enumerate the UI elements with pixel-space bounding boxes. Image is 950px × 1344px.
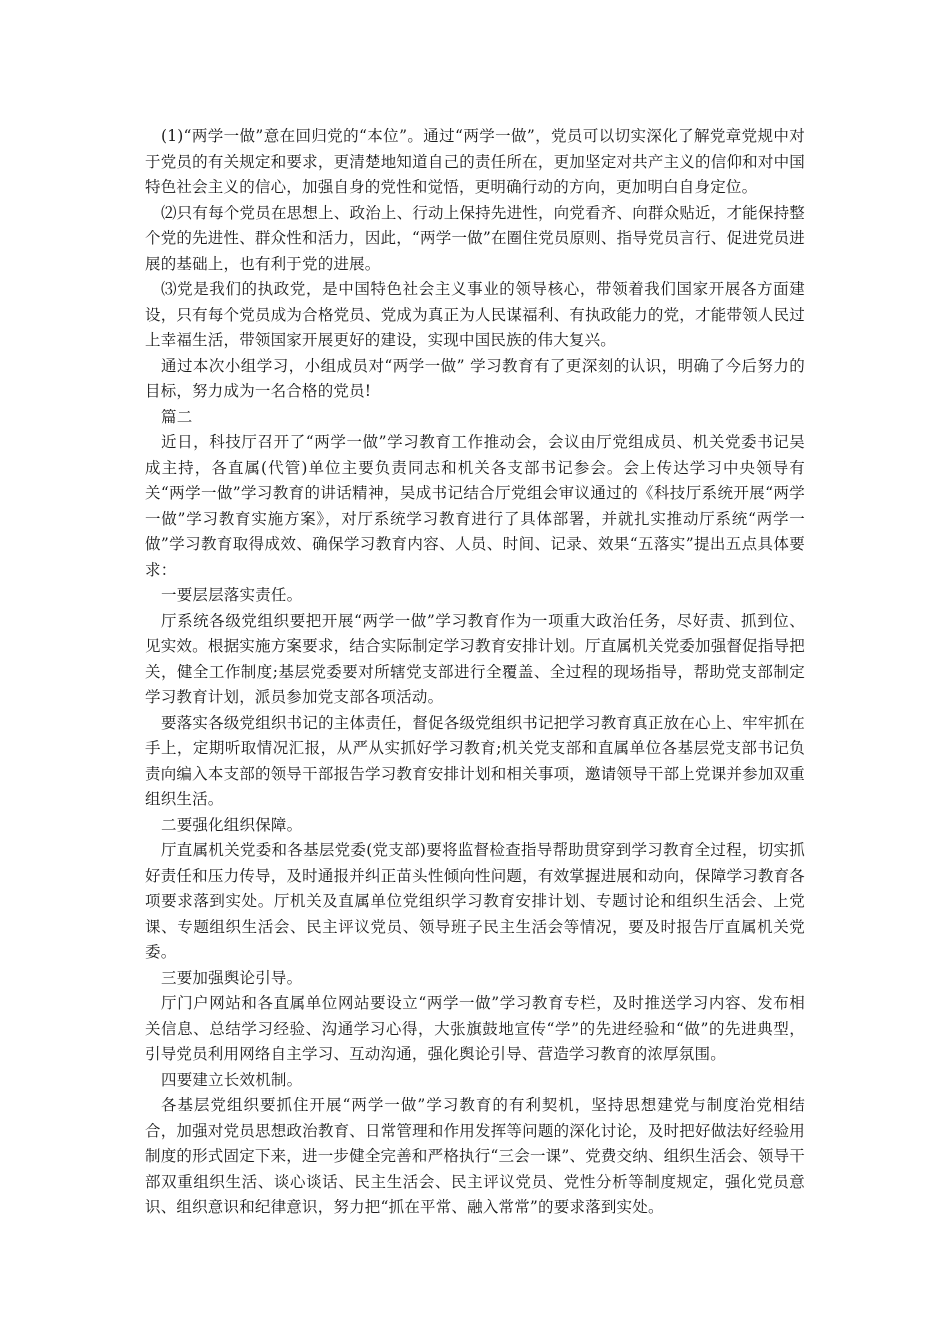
- requirement-heading-4: 四要建立长效机制。: [161, 1070, 303, 1089]
- paragraph-1: (1)“两学一做”意在回归党的“本位”。通过“两学一做”，党员可以切实深化了解党章党规中对于党员的有关规定和要求，更清楚地知道自己的责任所在，更加坚定对共产主义的信仰和对中国特色社会主义的信心，加强自身的党性和觉悟，更明确行动的方向，更加明白自身定位。: [145, 127, 805, 196]
- requirement-3-paragraph: 厅门户网站和各直属单位网站要设立“两学一做”学习教育专栏，及时推送学习内容、发布相关信息、总结学习经验、沟通学习心得，大张旗鼓地宣传“学”的先进经验和“做”的先进典型，引导党员利用网络自主学习、互动沟通，强化舆论引导、营造学习教育的浓厚氛围。: [145, 994, 805, 1063]
- paragraph-summary: 通过本次小组学习，小组成员对“两学一做” 学习教育有了更深刻的认识，明确了今后努力的目标，努力成为一名合格的党员!: [145, 356, 805, 400]
- requirement-1-paragraph-b: 要落实各级党组织书记的主体责任，督促各级党组织书记把学习教育真正放在心上、牢牢抓在手上，定期听取情况汇报，从严从实抓好学习教育;机关党支部和直属单位各基层党支部书记负责向编入本支部的领导干部报告学习教育安排计划和相关事项，邀请领导干部上党课并参加双重组织生活。: [145, 713, 805, 808]
- document-body: [145, 124, 805, 1221]
- requirement-2-paragraph: 厅直属机关党委和各基层党委(党支部)要将监督检查指导帮助贯穿到学习教育全过程，切实抓好责任和压力传导，及时通报并纠正苗头性倾向性问题，有效掌握进展和动向，保障学习教育各项要求落到实处。厅机关及直属单位党组织学习教育安排计划、专题讨论和组织生活会、上党课、专题组织生活会、民主评议党员、领导班子民主生活会等情况，要及时报告厅直属机关党委。: [145, 841, 805, 961]
- requirement-1-paragraph-a: 厅系统各级党组织要把开展“两学一做”学习教育作为一项重大政治任务，尽好责、抓到位、见实效。根据实施方案要求，结合实际制定学习教育安排计划。厅直属机关党委加强督促指导把关，健全工作制度;基层党委要对所辖党支部进行全覆盖、全过程的现场指导，帮助党支部制定学习教育计划，派员参加党支部各项活动。: [145, 611, 805, 706]
- paragraph-3: ⑶党是我们的执政党，是中国特色社会主义事业的领导核心，带领着我们国家开展各方面建设，只有每个党员成为合格党员、党成为真正为人民谋福利、有执政能力的党，才能带领人民过上幸福生活，带领国家开展更好的建设，实现中国民族的伟大复兴。: [145, 280, 805, 349]
- paragraph-2: ⑵只有每个党员在思想上、政治上、行动上保持先进性，向党看齐、向群众贴近，才能保持整个党的先进性、群众性和活力，因此，“两学一做”在圈住党员原则、指导党员言行、促进党员进展的基础上，也有利于党的进展。: [145, 203, 805, 273]
- requirement-heading-1: 一要层层落实责任。: [161, 586, 303, 604]
- requirement-heading-2: 二要强化组织保障。: [161, 815, 303, 834]
- requirement-4-paragraph: 各基层党组织要抓住开展“两学一做”学习教育的有利契机，坚持思想建党与制度治党相结合，加强对党员思想政治教育、日常管理和作用发挥等问题的深化讨论，及时把好做法好经验用制度的形式固定下来，进一步健全完善和严格执行“三会一课”、党费交纳、组织生活会、领导干部双重组织生活、谈心谈话、民主生活会、民主评议党员、党性分析等制度规定，强化党员意识、组织意识和纪律意识，努力把“抓在平常、融入常常”的要求落到实处。: [145, 1096, 805, 1216]
- paragraph-meeting-intro: 近日，科技厅召开了“两学一做”学习教育工作推动会，会议由厅党组成员、机关党委书记吴成主持，各直属(代管)单位主要负责同志和机关各支部书记参会。会上传达学习中央领导有关“两学一做”学习教育的讲话精神，吴成书记结合厅党组会审议通过的《科技厅系统开展“两学一做”学习教育实施方案》，对厅系统学习教育进行了具体部署，并就扎实推动厅系统“两学一做”学习教育取得成效、确保学习教育内容、人员、时间、记录、效果“五落实”提出五点具体要求：: [145, 433, 805, 579]
- requirement-heading-3: 三要加强舆论引导。: [161, 968, 303, 987]
- section-heading-part-two: 篇二: [161, 407, 193, 426]
